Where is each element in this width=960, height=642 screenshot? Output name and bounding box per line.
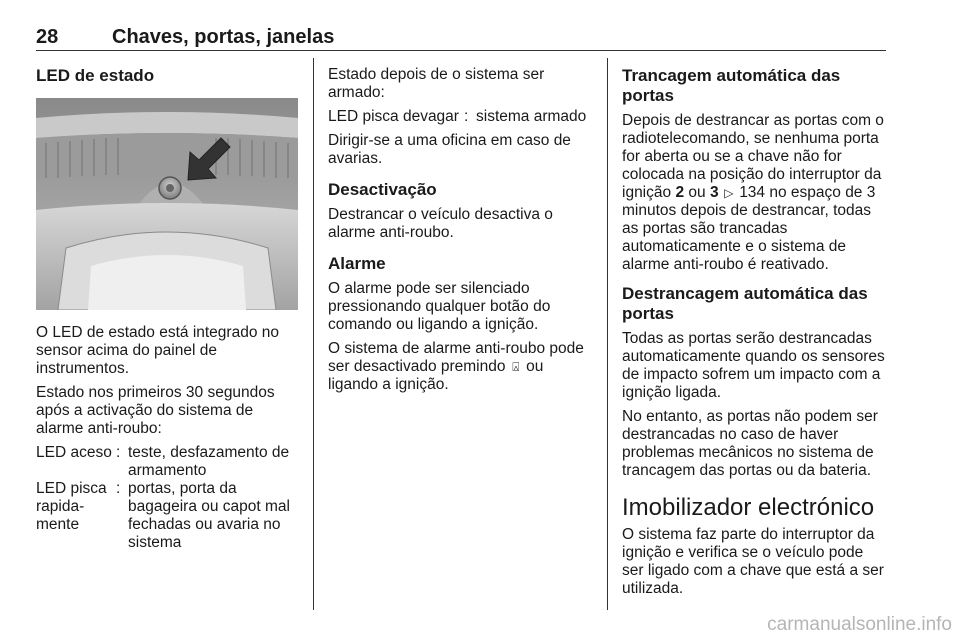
table-description: portas, porta da bagageira ou capot mal fechadas ou avaria no sistema [128, 480, 291, 551]
immobilizer-text: O sistema faz parte do interruptor da ignição e verifica se o veículo pode ser ligado com a chave que está a ser utilizada. [622, 526, 884, 597]
unlock-exception-text: No entanto, as portas não podem ser destrancadas no caso de haver problemas mecânicos no sistema de trancagem das portas ou da bateria. [622, 408, 878, 479]
table-description: sistema armado [476, 108, 587, 125]
table-separator: : [464, 108, 469, 125]
deactivation-text: Destrancar o veículo desactiva o alarme anti-roubo. [328, 206, 553, 241]
armed-status-table [328, 108, 594, 126]
table-separator: : [116, 480, 121, 497]
section-heading-led-estado: LED de estado [36, 66, 155, 85]
column-divider-2 [607, 58, 608, 610]
section-heading-trancagem: Trancagem automática das portas [622, 66, 841, 105]
page-reference-icon: ▷ [724, 186, 734, 200]
status-led-photo-icon [36, 98, 298, 310]
led-status-table [36, 444, 298, 552]
alarm-deactivate-text-a: O sistema de alarme anti-roubo pode ser desactivado premindo [328, 340, 584, 375]
column-3 [622, 66, 888, 604]
led-description: O LED de estado está integrado no sensor acima do painel de instrumentos. [36, 324, 279, 377]
section-heading-desactivacao: Desactivação [328, 180, 437, 199]
section-heading-alarme: Alarme [328, 254, 386, 273]
table-description: teste, desfazamento de armamento [128, 444, 290, 479]
alarm-deactivate-text-b: ou ligando a ignição. [328, 358, 544, 393]
chapter-title: Chaves, portas, janelas [112, 26, 335, 48]
auto-unlock-text: Todas as portas serão destrancadas automaticamente quando os sensores de impacto sofrem um impacto com a ignição ligada. [622, 330, 885, 401]
column-2 [328, 66, 594, 400]
auto-lock-text [622, 112, 888, 274]
armed-status-intro: Estado depois de o sistema ser armado: [328, 66, 545, 101]
auto-lock-text-b: 134 no espaço de 3 minutos depois de destrancar, todas as portas são trancadas automaticamente e o sistema de alarme anti-roubo é reativado. [622, 184, 876, 273]
conjunction-ou: ou [688, 184, 706, 201]
alarm-silence-text: O alarme pode ser silenciado pressionando qualquer botão do comando ou ligando a ignição. [328, 280, 551, 333]
status-led-photo [36, 98, 298, 310]
section-heading-imobilizador: Imobilizador electrónico [622, 494, 875, 521]
watermark: carmanualsonline.info [767, 614, 952, 635]
ignition-position-3: 3 [709, 184, 719, 201]
table-separator: : [116, 444, 121, 461]
workshop-note: Dirigir-se a uma oficina em caso de avarias. [328, 132, 571, 167]
column-1 [36, 66, 298, 556]
page-number: 28 [36, 26, 59, 48]
table-term: LED pisca devagar [328, 108, 459, 125]
table-term: LED pisca rapida-mente [36, 480, 107, 533]
table-term: LED aceso [36, 444, 112, 461]
section-heading-destrancagem: Destrancagem automática das portas [622, 284, 868, 323]
alarm-deactivate-text [328, 340, 594, 394]
status-intro: Estado nos primeiros 30 segundos após a activação do sistema de alarme anti-roubo: [36, 384, 275, 437]
auto-lock-text-a: Depois de destrancar as portas com o radiotelecomando, se nenhuma porta for aberta ou se a chave não for colocada na posição do interruptor da ignição [622, 112, 884, 201]
remote-key-icon: ⍓ [512, 360, 520, 374]
column-divider-1 [313, 58, 314, 610]
ignition-position-2: 2 [675, 184, 685, 201]
page-header [36, 26, 886, 50]
header-divider [36, 50, 886, 51]
